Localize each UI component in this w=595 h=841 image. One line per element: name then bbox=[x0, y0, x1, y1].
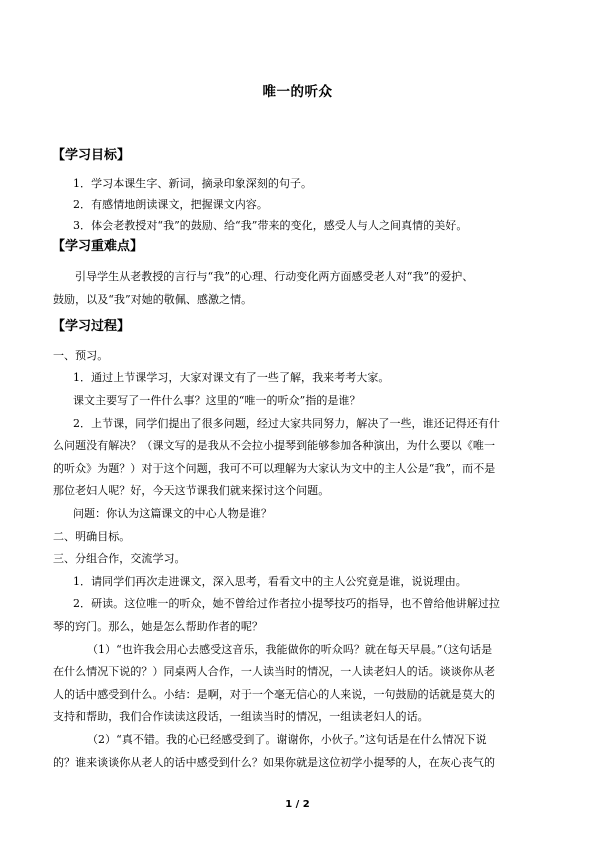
goal-item: 3．体会老教授对“我”的鼓励、给“我”带来的变化，感受人与人之间真情的美好。 bbox=[73, 219, 468, 232]
paragraph-line: 二、明确目标。 bbox=[53, 530, 131, 543]
paragraph-line: 引导学生从老教授的言行与“我”的心理、行动变化两方面感受老人对“我”的爱护、 bbox=[75, 270, 474, 283]
paragraph-line: 三、分组合作，交流学习。 bbox=[53, 552, 186, 565]
paragraph-line: 2．上节课，同学们提出了很多问题，经过大家共同努力，解决了一些，谁还记得还有什 bbox=[73, 417, 500, 430]
goal-item: 2．有感情地朗读课文，把握课文内容。 bbox=[73, 198, 268, 211]
page-title: 唯一的听众 bbox=[262, 84, 333, 100]
paragraph-line: 1．通过上节课学习，大家对课文有了一些了解，我来考考大家。 bbox=[73, 371, 390, 384]
section-heading-goals: 【学习目标】 bbox=[52, 148, 131, 163]
goal-item: 1．学习本课生字、新词，摘录印象深刻的句子。 bbox=[73, 177, 313, 190]
paragraph-line: 琴的窍门。那么，她是怎么帮助作者的呢？ bbox=[53, 620, 263, 633]
paragraph-line: 在什么情况下说的？）同桌两人合作，一人读当时的情况，一人读老妇人的话。谈谈你从老 bbox=[53, 665, 495, 678]
paragraph-line: 那位老妇人呢？好，今天这节课我们就来探讨这个问题。 bbox=[53, 484, 330, 497]
paragraph-line: 鼓励，以及“我”对她的敬佩、感激之情。 bbox=[53, 293, 253, 306]
paragraph-line: 课文主要写了一件什么事？这里的“唯一的听众”指的是谁？ bbox=[73, 394, 361, 407]
paragraph-line: 1．请同学们再次走进课文，深入思考，看看文中的主人公究竟是谁，说说理由。 bbox=[73, 575, 467, 588]
paragraph-line: 支持和帮助，我们合作读读这段话，一组读当时的情况，一组读老妇人的话。 bbox=[53, 710, 429, 723]
page-number: 1 / 2 bbox=[285, 799, 310, 810]
paragraph-line: 么问题没有解决？（课文写的是我从不会拉小提琴到能够参加各种演出，为什么要以《唯一 bbox=[53, 439, 495, 452]
paragraph-line: 2．研读。这位唯一的听众，她不曾给过作者拉小提琴技巧的指导，也不曾给他讲解过拉 bbox=[73, 597, 500, 610]
paragraph-line: 一、预习。 bbox=[53, 349, 109, 362]
section-heading-process: 【学习过程】 bbox=[52, 319, 131, 334]
section-heading-key-points: 【学习重难点】 bbox=[52, 239, 144, 254]
paragraph-line: 问题：你认为这篇课文的中心人物是谁？ bbox=[73, 507, 272, 520]
paragraph-line: 的听众》为题？）对于这个问题，我可不可以理解为大家认为文中的主人公是“我”，而不是 bbox=[53, 462, 496, 475]
paragraph-line: （1）“也许我会用心去感受这音乐，我能做你的听众吗？就在每天早晨。”（这句话是 bbox=[87, 643, 493, 656]
paragraph-line: 的？谁来谈谈你从老人的话中感受到什么？如果你就是这位初学小提琴的人，在灰心丧气的 bbox=[53, 756, 495, 769]
paragraph-line: 人的话中感受到什么。小结：是啊，对于一个毫无信心的人来说，一句鼓励的话就是莫大的 bbox=[53, 688, 495, 701]
paragraph-line: （2）“真不错。我的心已经感受到了。谢谢你，小伙子。”这句话是在什么情况下说 bbox=[87, 733, 487, 746]
